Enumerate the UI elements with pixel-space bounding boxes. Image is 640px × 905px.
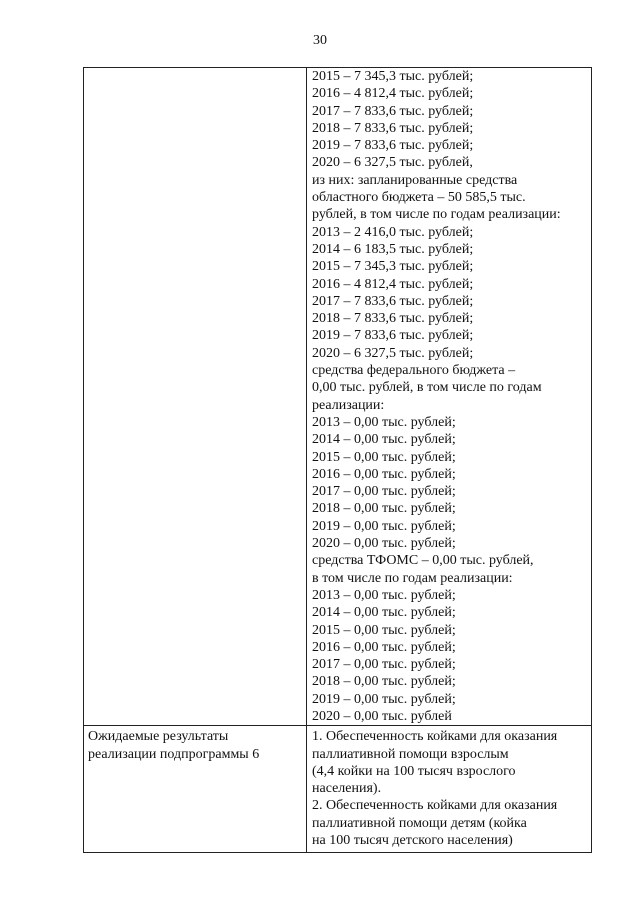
funding-line: из них: запланированные средства bbox=[312, 172, 518, 188]
funding-line: в том числе по годам реализации: bbox=[312, 570, 513, 586]
funding-line: 2018 – 7 833,6 тыс. рублей; bbox=[312, 120, 474, 136]
funding-line: 2018 – 0,00 тыс. рублей; bbox=[312, 501, 456, 517]
funding-line: 2013 – 0,00 тыс. рублей; bbox=[312, 587, 456, 603]
funding-line: 2020 – 0,00 тыс. рублей; bbox=[312, 536, 456, 552]
results-line: (4,4 койки на 100 тысяч взрослого bbox=[312, 763, 516, 779]
funding-line: 2015 – 7 345,3 тыс. рублей; bbox=[312, 69, 474, 84]
funding-line: 2015 – 7 345,3 тыс. рублей; bbox=[312, 259, 474, 275]
results-label-line: Ожидаемые результаты bbox=[88, 729, 229, 745]
table-cell-funding-label bbox=[84, 68, 307, 726]
subprogram-table bbox=[83, 67, 592, 853]
results-lines bbox=[307, 726, 591, 852]
funding-line: 2016 – 0,00 тыс. рублей; bbox=[312, 639, 456, 655]
funding-line: 2020 – 6 327,5 тыс. рублей; bbox=[312, 345, 474, 361]
funding-line: 2016 – 4 812,4 тыс. рублей; bbox=[312, 276, 474, 292]
funding-line: 0,00 тыс. рублей, в том числе по годам bbox=[312, 380, 542, 396]
results-label-lines bbox=[84, 726, 306, 766]
funding-line: 2018 – 7 833,6 тыс. рублей; bbox=[312, 311, 474, 327]
funding-line: реализации: bbox=[312, 397, 385, 413]
funding-line: рублей, в том числе по годам реализации: bbox=[312, 207, 561, 223]
page-number: 30 bbox=[313, 33, 327, 48]
funding-line: средства федерального бюджета – bbox=[312, 363, 516, 379]
funding-line: 2018 – 0,00 тыс. рублей; bbox=[312, 674, 456, 690]
funding-line: 2014 – 6 183,5 тыс. рублей; bbox=[312, 241, 474, 257]
results-line: паллиативной помощи детям (койка bbox=[312, 815, 527, 831]
funding-line: 2014 – 0,00 тыс. рублей; bbox=[312, 432, 456, 448]
funding-line: 2015 – 0,00 тыс. рублей; bbox=[312, 449, 456, 465]
table-row-funding bbox=[84, 68, 592, 726]
results-line: 1. Обеспеченность койками для оказания bbox=[312, 729, 558, 745]
table-cell-results-details bbox=[307, 726, 592, 853]
funding-line: 2019 – 7 833,6 тыс. рублей; bbox=[312, 138, 474, 154]
funding-line: 2020 – 6 327,5 тыс. рублей, bbox=[312, 155, 473, 171]
table-cell-funding-details bbox=[307, 68, 592, 726]
funding-line: 2017 – 0,00 тыс. рублей; bbox=[312, 484, 456, 500]
funding-line: средства ТФОМС – 0,00 тыс. рублей, bbox=[312, 553, 534, 569]
funding-line: 2017 – 7 833,6 тыс. рублей; bbox=[312, 103, 474, 119]
table-row-expected-results bbox=[84, 726, 592, 853]
funding-line: 2020 – 0,00 тыс. рублей bbox=[312, 708, 452, 724]
table-cell-results-label bbox=[84, 726, 307, 853]
funding-line: 2016 – 4 812,4 тыс. рублей; bbox=[312, 86, 474, 102]
funding-line: 2013 – 0,00 тыс. рублей; bbox=[312, 414, 456, 430]
funding-line: 2019 – 7 833,6 тыс. рублей; bbox=[312, 328, 474, 344]
results-line: паллиативной помощи взрослым bbox=[312, 746, 509, 762]
funding-line: областного бюджета – 50 585,5 тыс. bbox=[312, 190, 526, 206]
funding-line: 2016 – 0,00 тыс. рублей; bbox=[312, 466, 456, 482]
results-line: на 100 тысяч детского населения) bbox=[312, 833, 513, 849]
funding-line: 2017 – 7 833,6 тыс. рублей; bbox=[312, 293, 474, 309]
funding-line: 2015 – 0,00 тыс. рублей; bbox=[312, 622, 456, 638]
funding-line: 2019 – 0,00 тыс. рублей; bbox=[312, 691, 456, 707]
funding-line: 2017 – 0,00 тыс. рублей; bbox=[312, 657, 456, 673]
funding-lines bbox=[307, 68, 591, 725]
funding-line: 2014 – 0,00 тыс. рублей; bbox=[312, 605, 456, 621]
results-line: 2. Обеспеченность койками для оказания bbox=[312, 798, 558, 814]
results-label-line: реализации подпрограммы 6 bbox=[88, 746, 260, 762]
funding-line: 2013 – 2 416,0 тыс. рублей; bbox=[312, 224, 474, 240]
funding-line: 2019 – 0,00 тыс. рублей; bbox=[312, 518, 456, 534]
results-line: населения). bbox=[312, 781, 382, 797]
